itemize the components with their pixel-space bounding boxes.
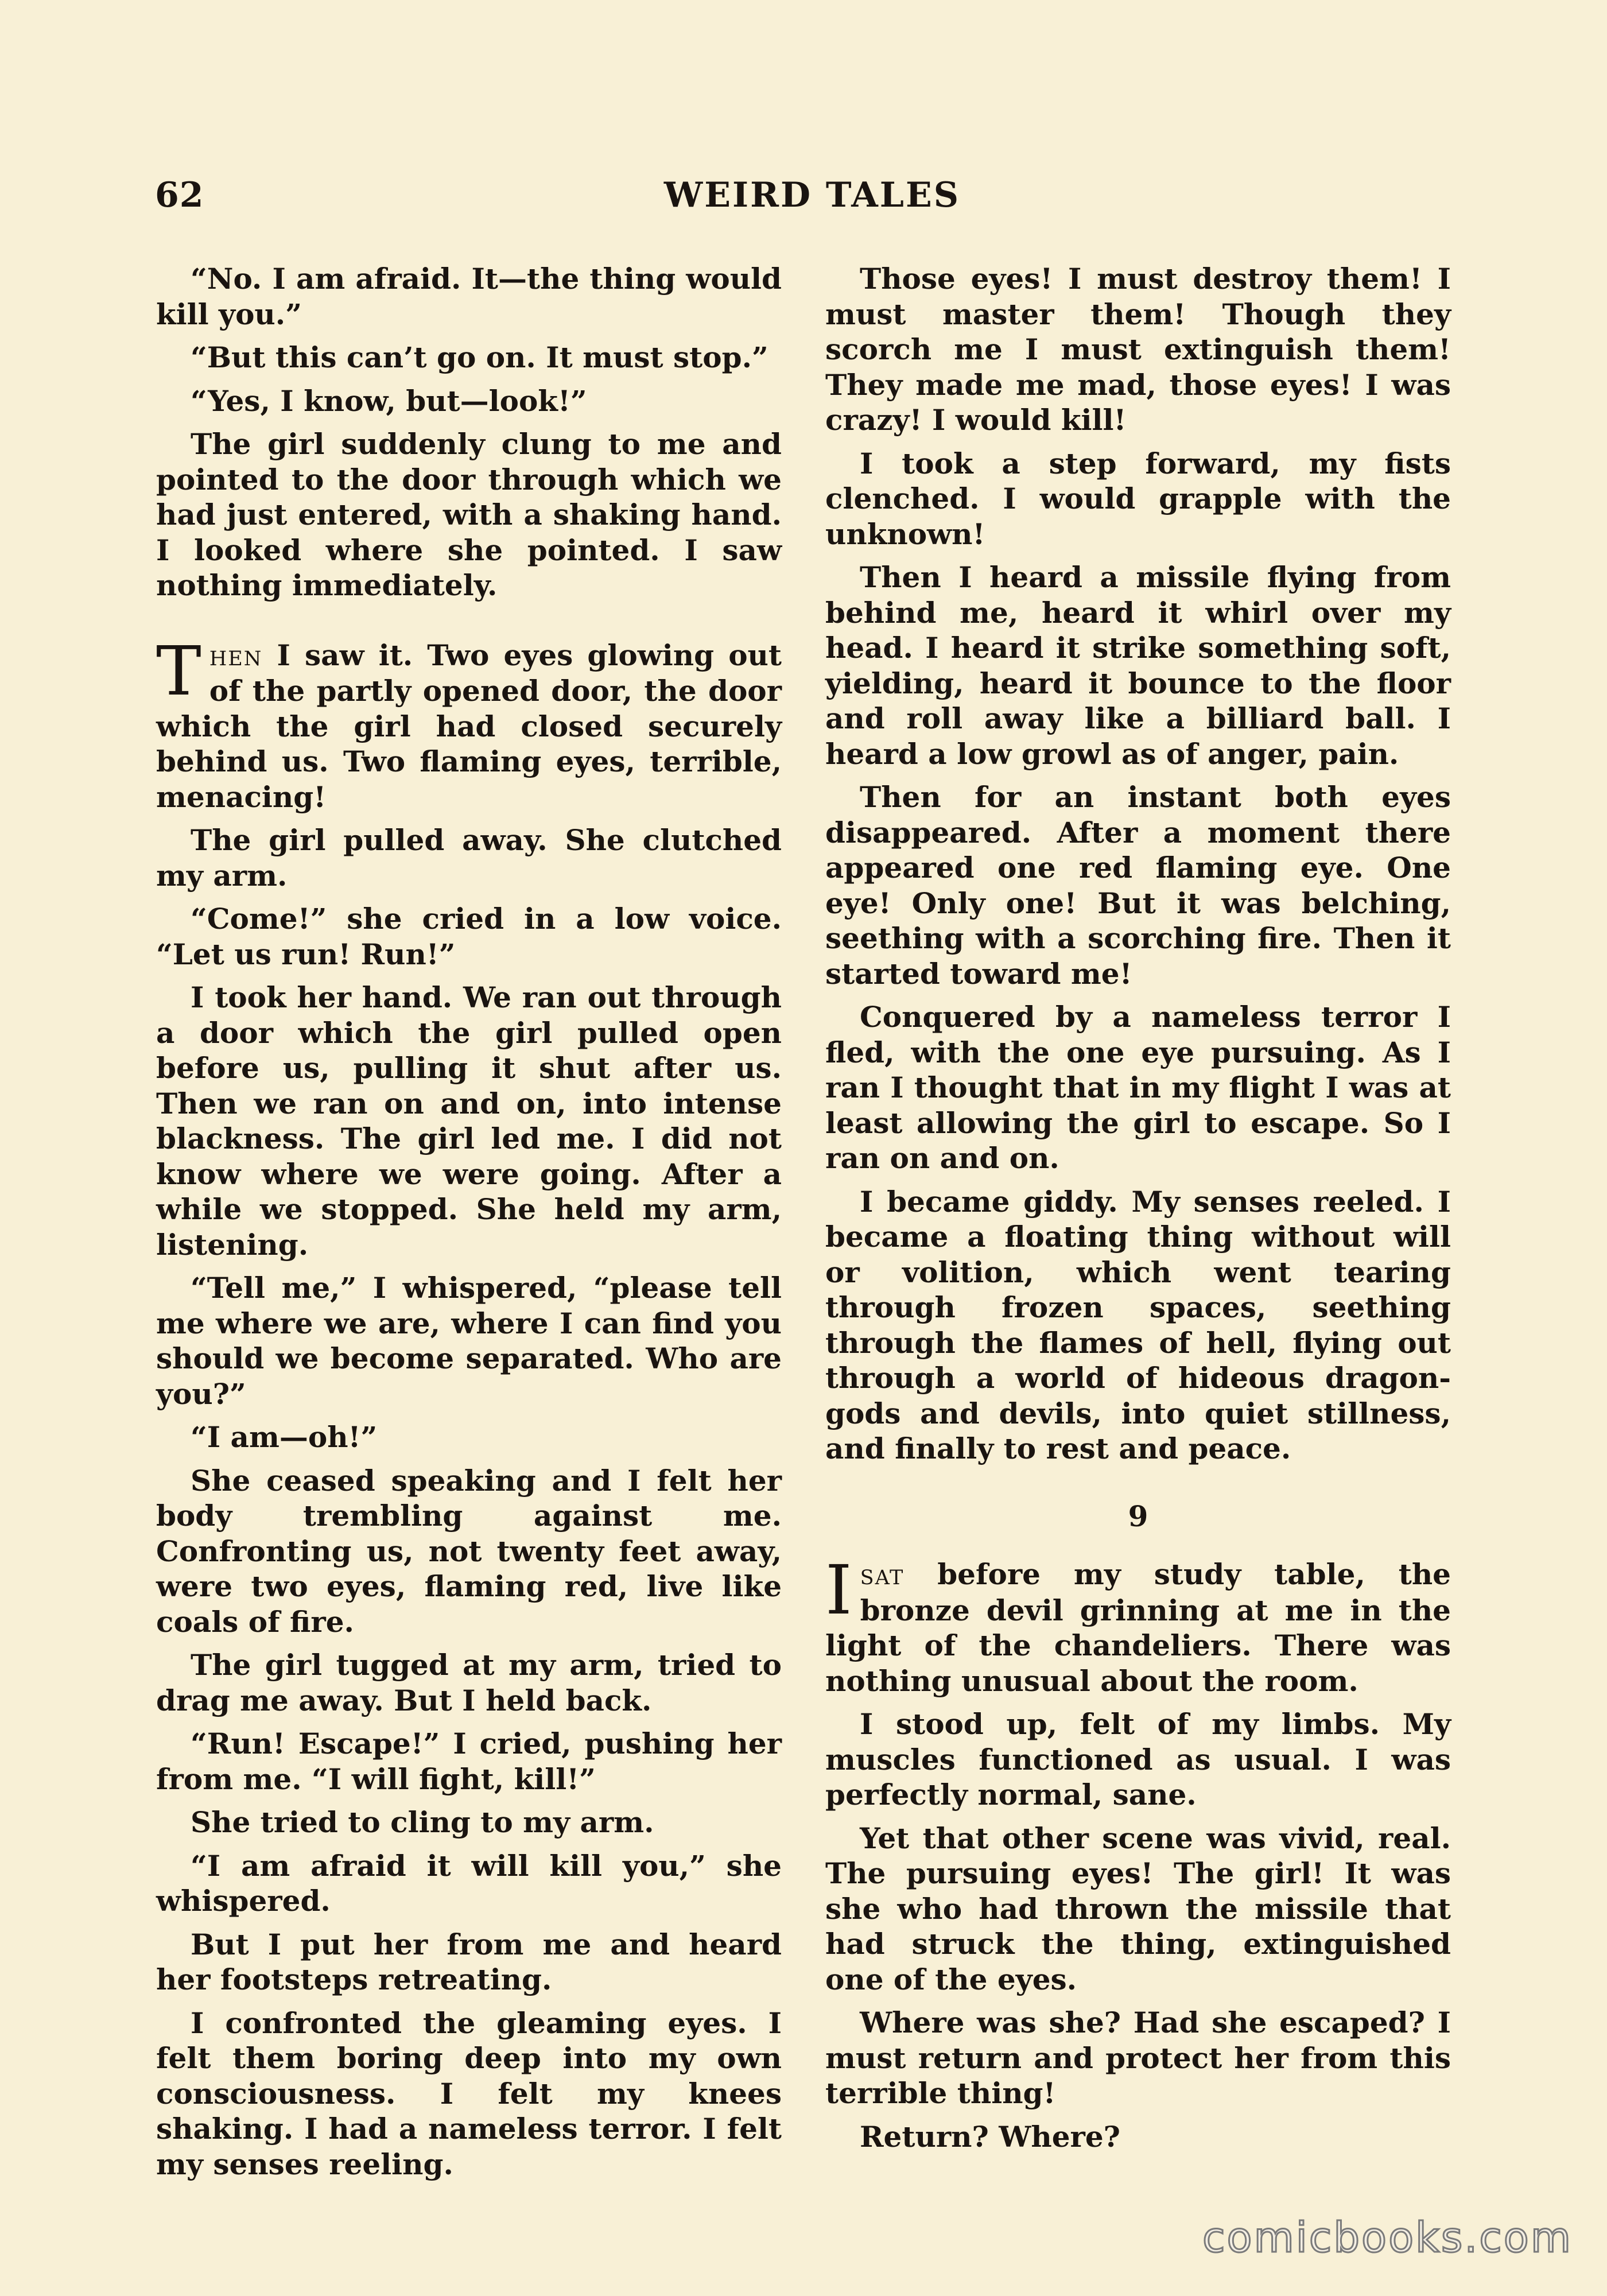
paragraph: But I put her from me and heard her footsteps retreating. [156, 1927, 782, 1996]
paragraph: “No. I am afraid. It—the thing would kill you.” [156, 262, 782, 331]
paragraph: “Come!” she cried in a low voice. “Let us run! Run!” [156, 902, 782, 971]
paragraph: She tried to cling to my arm. [191, 1805, 654, 1839]
paragraph: Then for an instant both eyes disappeared. After a moment there appeared one red flaming eye. One eye! Only one! But it was belching, seething with a scorching fire. Then it started toward me! [825, 780, 1451, 991]
paragraph: Conquered by a nameless terror I fled, with the one eye pursuing. As I ran I thought that in my flight I was at least allowing the girl to escape. So I ran on and on. [825, 1000, 1451, 1175]
left-column [156, 261, 782, 2190]
paragraph: The girl tugged at my arm, tried to drag me away. But I held back. [156, 1648, 782, 1717]
small-caps-lead: hen [209, 638, 263, 672]
paragraph: “I am afraid it will kill you,” she whispered. [156, 1848, 782, 1918]
paragraph: She ceased speaking and I felt her body trembling against me. Confronting us, not twenty feet away, were two eyes, flaming red, live like coals of fire. [156, 1463, 782, 1639]
paragraph: Where was she? Had she escaped? I must return and protect her from this terrible thing! [825, 2006, 1451, 2110]
paragraph: I took a step forward, my fists clenched. I would grapple with the unknown! [825, 446, 1451, 551]
drop-cap: T [156, 631, 201, 711]
paragraph: “Run! Escape!” I cried, pushing her from me. “I will fight, kill!” [156, 1727, 782, 1796]
page-number: 62 [155, 175, 204, 215]
paragraph: I stood up, felt of my limbs. My muscles functioned as usual. I was perfectly normal, sane. [825, 1707, 1451, 1812]
small-caps-lead: sat [860, 1558, 905, 1591]
paragraph: Return? Where? [860, 2119, 1120, 2154]
paragraph: Those eyes! I must destroy them! I must master them! Though they scorch me I must extinguish them! They made me mad, those eyes! I was crazy! I would kill! [825, 262, 1451, 437]
drop-cap: I [825, 1550, 852, 1630]
paragraph: Yet that other scene was vivid, real. The pursuing eyes! The girl! It was she who had thrown the missile that had struck the thing, extinguished one of the eyes. [825, 1821, 1451, 1996]
paragraph: The girl suddenly clung to me and pointed to the door through which we had just entered, with a shaking hand. I looked where she pointed. I saw nothing immediately. [156, 427, 782, 602]
paragraph: “Yes, I know, but—look!” [191, 383, 587, 418]
paragraph: I confronted the gleaming eyes. I felt them boring deep into my own consciousness. I felt my knees shaking. I had a nameless terror. I felt my senses reeling. [156, 2006, 782, 2181]
paragraph: The girl pulled away. She clutched my arm. [156, 823, 782, 893]
paragraph-text: I saw it. Two eyes glowing out of the partly opened door, the door which the girl had closed securely behind us. Two flaming eyes, terrible, menacing! [156, 638, 782, 814]
paragraph-dropcap [825, 1550, 1451, 1698]
paragraph: I took her hand. We ran out through a door which the girl pulled open before us, pulling it shut after us. Then we ran on and on, into intense blackness. The girl led me. I did not know where we were going. After a while we stopped. She held my arm, listening. [156, 980, 782, 1262]
paragraph: “Tell me,” I whispered, “please tell me where we are, where I can find you should we become separated. Who are you?” [156, 1271, 782, 1411]
section-number: 9 [1128, 1499, 1148, 1533]
paragraph: Then I heard a missile flying from behind me, heard it whirl over my head. I heard it strike something soft, yielding, heard it bounce to the floor and roll away like a billiard ball. I heard a low growl as of anger, pain. [825, 560, 1451, 771]
paragraph: I became giddy. My senses reeled. I became a floating thing without will or volition, which went tearing through frozen spaces, seething through the flames of hell, flying out through a world of hideous dragon-gods and devils, into quiet stillness, and finally to rest and peace. [825, 1184, 1451, 1465]
watermark: comicbooks.com [1202, 2213, 1573, 2262]
paragraph-dropcap [156, 631, 782, 815]
paragraph-text: before my study table, the bronze devil grinning at me in the light of the chandeliers. There was nothing unusual about the room. [825, 1557, 1451, 1698]
page-header [155, 175, 1469, 221]
paragraph: “I am—oh!” [191, 1420, 378, 1454]
right-column [825, 261, 1451, 2162]
paragraph: “But this can’t go on. It must stop.” [191, 340, 768, 374]
running-title: WEIRD TALES [663, 175, 961, 215]
